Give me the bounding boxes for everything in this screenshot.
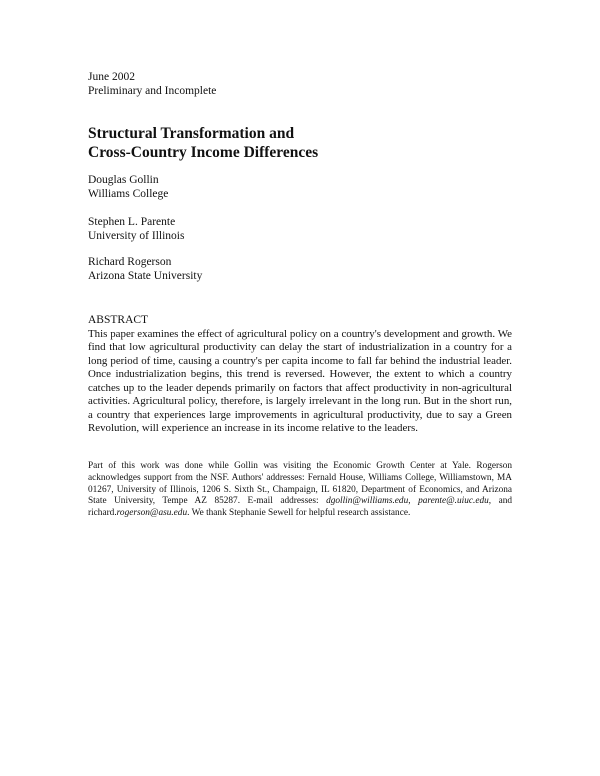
abstract-body: This paper examines the effect of agricultural policy on a country's development and growth. We find that low agricultural productivity can delay the start of industrialization in a country for a long period of time, causing a country's per capita income to fall far behind the industrial leader. Once industrialization begins, this trend is reversed. However, the extent to which a country catches up to the leader depends primarily on factors that affect productivity in non-agricultural activities. Agricultural policy, therefore, is largely irrelevant in the long run. But in the short run, a country that experiences large improvements in agricultural productivity, due to say a Green Revolution, will experience an increase in its income relative to the leaders. [88, 327, 512, 435]
author-affiliation: Arizona State University [88, 269, 203, 282]
author-block [88, 216, 184, 243]
author-name: Stephen L. Parente [88, 216, 176, 228]
author-block [88, 256, 202, 283]
title-line-1: Structural Transformation and [88, 125, 295, 142]
author-name: Richard Rogerson [88, 256, 172, 268]
email-parente[interactable]: parente@.uiuc.edu [418, 496, 489, 507]
paper-date: June 2002 [88, 71, 135, 83]
footnote-and: and richard. [88, 496, 513, 519]
footnote-text [88, 461, 512, 520]
email-gollin[interactable]: dgollin@williams.edu [326, 496, 409, 507]
footnote-thanks: . We thank Stephanie Sewell for helpful research assistance. [187, 508, 411, 519]
email-separator: , [488, 496, 492, 507]
abstract-heading: ABSTRACT [88, 314, 149, 326]
footnote-intro: Part of this work was done while Gollin was visiting the Economic Growth Center at Yale. Rogerson acknowledges support from the NSF. Authors' addresses: Fernald House, Williams College, Williamstown, MA 01267, University of Illinois, 1206 S. Sixth St., Champaign, IL 61820, Department of Economics, and Arizona State University, Tempe AZ 85287. E-mail addresses: [88, 461, 512, 507]
email-rogerson[interactable]: rogerson@asu.edu [116, 508, 188, 519]
author-affiliation: Williams College [88, 187, 169, 200]
title-line-2: Cross-Country Income Differences [88, 144, 319, 161]
abstract-section [88, 314, 512, 436]
paper-header [88, 71, 216, 98]
paper-status: Preliminary and Incomplete [88, 84, 217, 97]
paper-title [88, 124, 318, 162]
author-block [88, 174, 168, 201]
email-separator: , [408, 496, 419, 507]
author-affiliation: University of Illinois [88, 229, 185, 242]
author-name: Douglas Gollin [88, 174, 159, 186]
acknowledgement-footnote [88, 461, 512, 520]
